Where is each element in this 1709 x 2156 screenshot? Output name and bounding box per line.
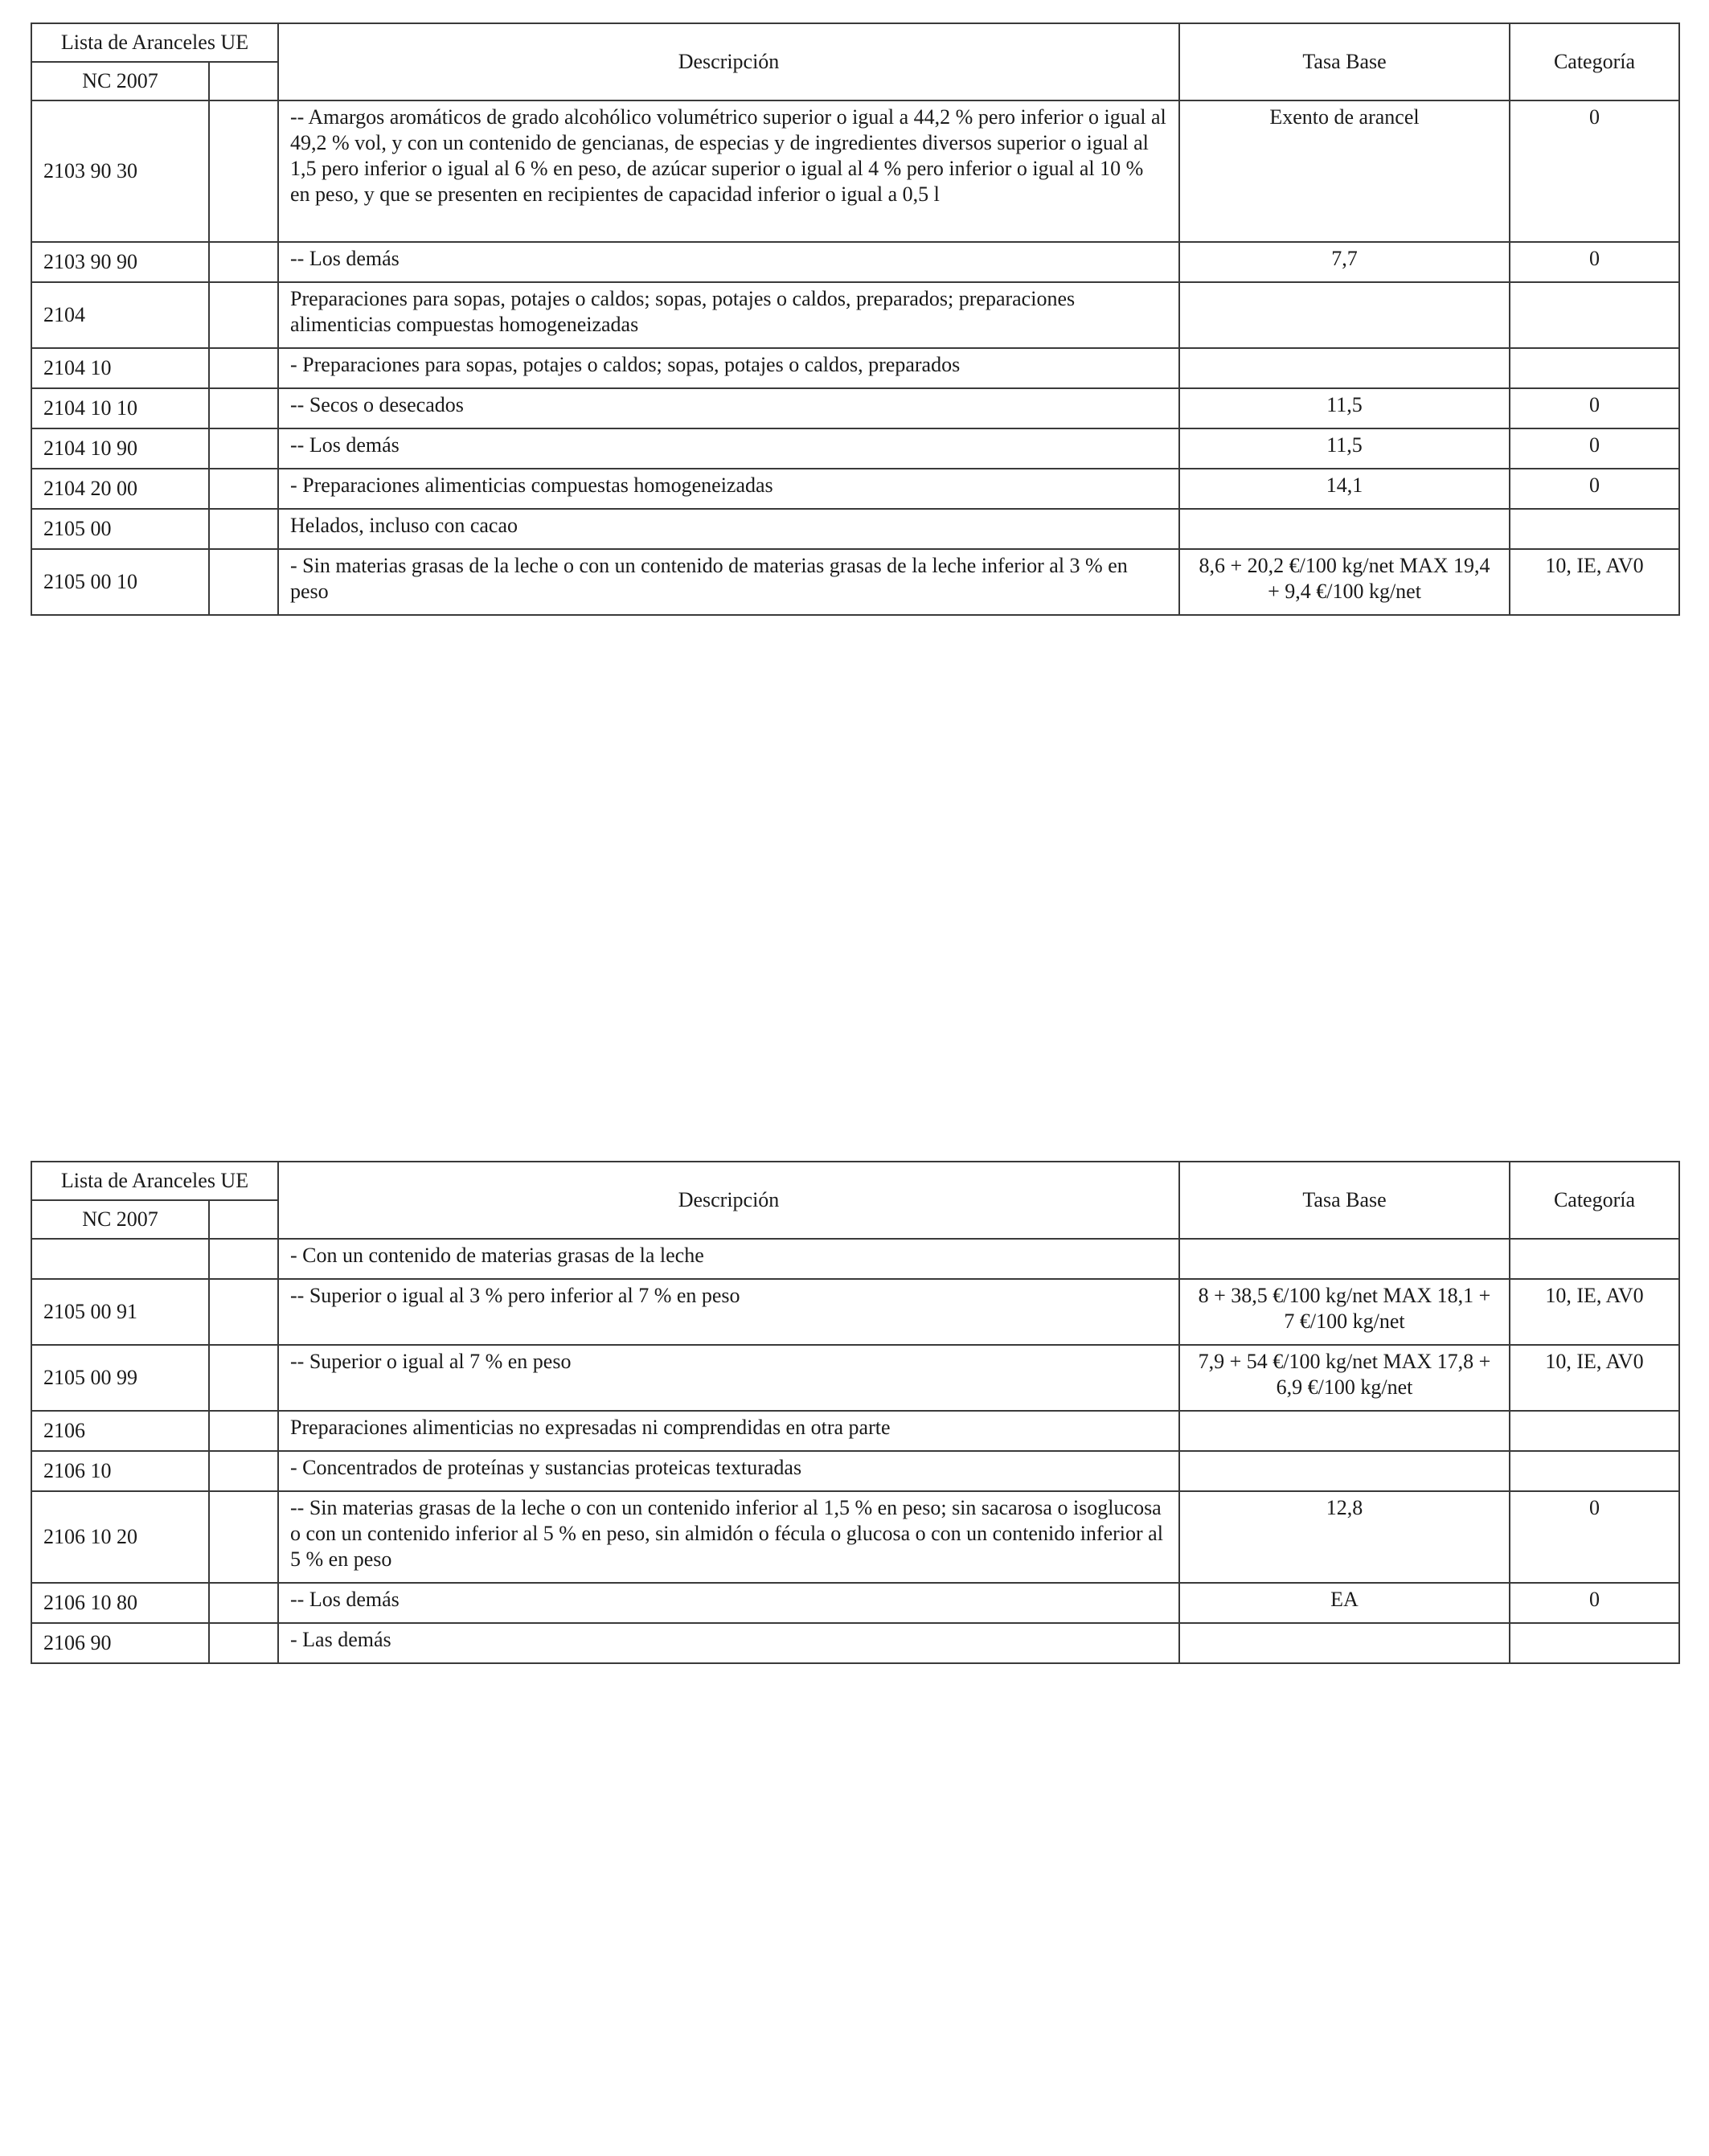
row-blank-cell [209,469,278,509]
row-code: 2105 00 99 [31,1345,209,1411]
row-category-text: 0 [1589,105,1600,129]
row-description [278,100,1179,242]
table-row [31,549,1679,615]
row-code: 2104 [31,282,209,348]
row-rate-text [1191,510,1498,516]
table-row [31,100,1679,242]
row-rate-text: 11,5 [1326,393,1363,416]
row-description [278,282,1179,348]
row-rate [1179,282,1510,348]
header-base-rate: Tasa Base [1179,1162,1510,1239]
header-blank-cell [209,62,278,100]
header-list-title: Lista de Aranceles UE [31,23,278,62]
row-description [278,1345,1179,1411]
row-description [278,549,1179,615]
row-description-text: -- Los demás [290,247,400,270]
row-description [278,348,1179,388]
row-description [278,469,1179,509]
row-description [278,1411,1179,1451]
header-base-rate: Tasa Base [1179,23,1510,100]
row-blank-cell [209,1491,278,1583]
row-rate [1179,1345,1510,1411]
row-description-text: - Concentrados de proteínas y sustancias proteicas texturadas [290,1456,802,1479]
row-rate [1179,1623,1510,1663]
row-description-text: - Con un contenido de materias grasas de la leche [290,1244,704,1267]
row-rate-text [1191,283,1498,289]
row-category [1510,1583,1679,1623]
table-row [31,1411,1679,1451]
row-category [1510,348,1679,388]
row-blank-cell [209,242,278,282]
row-rate-text: 12,8 [1326,1496,1363,1519]
row-category-text: 0 [1589,393,1600,416]
row-rate-text: 7,9 + 54 €/100 kg/net MAX 17,8 + 6,9 €/100 kg/net [1198,1350,1491,1399]
row-description [278,1279,1179,1345]
row-description [278,1623,1179,1663]
table-row [31,509,1679,549]
header-nc-2007: NC 2007 [31,1200,209,1239]
row-category-text: 0 [1589,247,1600,270]
header-list-title: Lista de Aranceles UE [31,1162,278,1200]
row-description-text: -- Los demás [290,1588,400,1611]
row-category-text: 0 [1589,433,1600,457]
row-code [31,1239,209,1279]
row-description-text: - Preparaciones para sopas, potajes o caldos; sopas, potajes o caldos, preparados [290,353,961,376]
table-row [31,388,1679,428]
row-category-text: 0 [1589,1496,1600,1519]
row-rate [1179,549,1510,615]
row-blank-cell [209,549,278,615]
row-rate [1179,388,1510,428]
row-code: 2105 00 10 [31,549,209,615]
row-description-text: -- Secos o desecados [290,393,464,416]
row-category-text [1522,349,1667,355]
table-row [31,469,1679,509]
row-rate [1179,509,1510,549]
row-description-text: -- Superior o igual al 7 % en peso [290,1350,572,1373]
row-category [1510,1345,1679,1411]
row-category-text: 10, IE, AV0 [1545,1284,1644,1307]
table-row [31,1623,1679,1663]
row-category-text [1522,1452,1667,1458]
row-code: 2106 10 [31,1451,209,1491]
row-rate [1179,1279,1510,1345]
row-rate-text [1191,1624,1498,1630]
row-rate [1179,1583,1510,1623]
row-rate-text: 8,6 + 20,2 €/100 kg/net MAX 19,4 + 9,4 €/100 kg/net [1199,554,1490,603]
row-code: 2103 90 30 [31,100,209,242]
tariff-table-1 [31,23,1680,616]
row-category [1510,242,1679,282]
row-blank-cell [209,1451,278,1491]
table-row [31,1345,1679,1411]
row-rate-text [1191,1452,1498,1458]
row-rate [1179,1239,1510,1279]
row-category [1510,509,1679,549]
row-category-text: 10, IE, AV0 [1545,554,1644,577]
row-rate-text: 7,7 [1331,247,1358,270]
header-row [31,23,1679,62]
header-description: Descripción [278,23,1179,100]
row-code: 2104 10 [31,348,209,388]
row-category [1510,100,1679,242]
row-category [1510,428,1679,469]
row-blank-cell [209,1623,278,1663]
table-row [31,1491,1679,1583]
row-rate [1179,1411,1510,1451]
row-code: 2103 90 90 [31,242,209,282]
row-rate-text [1191,1412,1498,1418]
row-blank-cell [209,100,278,242]
row-blank-cell [209,1345,278,1411]
row-category-text [1522,1624,1667,1630]
row-description [278,428,1179,469]
row-description [278,1491,1179,1583]
row-category-text [1522,283,1667,289]
row-category-text [1522,510,1667,516]
table-row [31,282,1679,348]
row-description [278,242,1179,282]
row-code: 2106 10 80 [31,1583,209,1623]
row-category [1510,388,1679,428]
row-category [1510,1623,1679,1663]
row-category [1510,1491,1679,1583]
row-rate-text: 8 + 38,5 €/100 kg/net MAX 18,1 + 7 €/100 kg/net [1198,1284,1491,1333]
row-code: 2104 10 90 [31,428,209,469]
row-description-text: Preparaciones alimenticias no expresadas ni comprendidas en otra parte [290,1416,891,1439]
row-rate-text: 14,1 [1326,473,1363,497]
row-category-text [1522,1240,1667,1246]
row-description-text: Preparaciones para sopas, potajes o caldos; sopas, potajes o caldos, preparados; preparaciones alimenticias compuestas homogeneizadas [290,287,1076,336]
row-description [278,1451,1179,1491]
row-description-text: -- Superior o igual al 3 % pero inferior al 7 % en peso [290,1284,740,1307]
row-code: 2105 00 [31,509,209,549]
row-description-text: - Preparaciones alimenticias compuestas homogeneizadas [290,473,773,497]
row-category [1510,1411,1679,1451]
row-code: 2106 90 [31,1623,209,1663]
row-category-text [1522,1412,1667,1418]
row-description-text: -- Los demás [290,433,400,457]
table-row [31,1583,1679,1623]
table-row [31,1279,1679,1345]
table-row [31,1451,1679,1491]
row-category [1510,469,1679,509]
table-row [31,242,1679,282]
table-row [31,1239,1679,1279]
row-category [1510,1239,1679,1279]
row-blank-cell [209,1411,278,1451]
row-blank-cell [209,348,278,388]
row-description [278,1583,1179,1623]
row-rate-text: 11,5 [1326,433,1363,457]
row-description [278,1239,1179,1279]
row-rate [1179,469,1510,509]
row-rate [1179,1491,1510,1583]
row-description-text: -- Sin materias grasas de la leche o con un contenido inferior al 1,5 % en peso; sin sacarosa o isoglucosa o con un contenido inferior al 5 % en peso, sin almidón o fécula o glucosa o con un contenido inferior al 5 % en peso [290,1496,1163,1571]
row-code: 2106 10 20 [31,1491,209,1583]
row-description [278,509,1179,549]
table-row [31,428,1679,469]
row-rate [1179,1451,1510,1491]
header-row [31,1162,1679,1200]
row-category [1510,549,1679,615]
row-code: 2106 [31,1411,209,1451]
row-rate [1179,428,1510,469]
table-row [31,348,1679,388]
row-rate-text: Exento de arancel [1269,105,1420,129]
row-blank-cell [209,1279,278,1345]
row-description-text: - Sin materias grasas de la leche o con un contenido de materias grasas de la leche inferior al 3 % en peso [290,554,1128,603]
row-blank-cell [209,509,278,549]
row-rate [1179,348,1510,388]
row-blank-cell [209,1583,278,1623]
header-description: Descripción [278,1162,1179,1239]
row-rate-text [1191,1240,1498,1246]
row-category-text: 0 [1589,1588,1600,1611]
row-rate [1179,100,1510,242]
row-rate-text: EA [1330,1588,1359,1611]
row-blank-cell [209,388,278,428]
row-category [1510,1451,1679,1491]
row-rate-text [1191,349,1498,355]
header-blank-cell [209,1200,278,1239]
row-blank-cell [209,428,278,469]
row-category-text: 0 [1589,473,1600,497]
row-description-text: Helados, incluso con cacao [290,514,518,537]
row-code: 2104 10 10 [31,388,209,428]
header-category: Categoría [1510,23,1679,100]
row-description [278,388,1179,428]
header-category: Categoría [1510,1162,1679,1239]
row-category-text: 10, IE, AV0 [1545,1350,1644,1373]
row-description-text: -- Amargos aromáticos de grado alcohólico volumétrico superior o igual a 44,2 % pero inferior o igual al 49,2 % vol, y con un contenido de gencianas, de especias y de ingredientes diversos superior o igual al 1,5 pero inferior o igual al 6 % en peso, de azúcar superior o igual al 4 % pero inferior o igual al 10 % en peso, y que se presenten en recipientes de capacidad inferior o igual a 0,5 l [290,105,1166,206]
tariff-table-2 [31,1161,1680,1664]
row-description-text: - Las demás [290,1628,391,1651]
row-rate [1179,242,1510,282]
row-code: 2105 00 91 [31,1279,209,1345]
row-category [1510,1279,1679,1345]
row-category [1510,282,1679,348]
header-nc-2007: NC 2007 [31,62,209,100]
row-code: 2104 20 00 [31,469,209,509]
row-blank-cell [209,1239,278,1279]
row-blank-cell [209,282,278,348]
